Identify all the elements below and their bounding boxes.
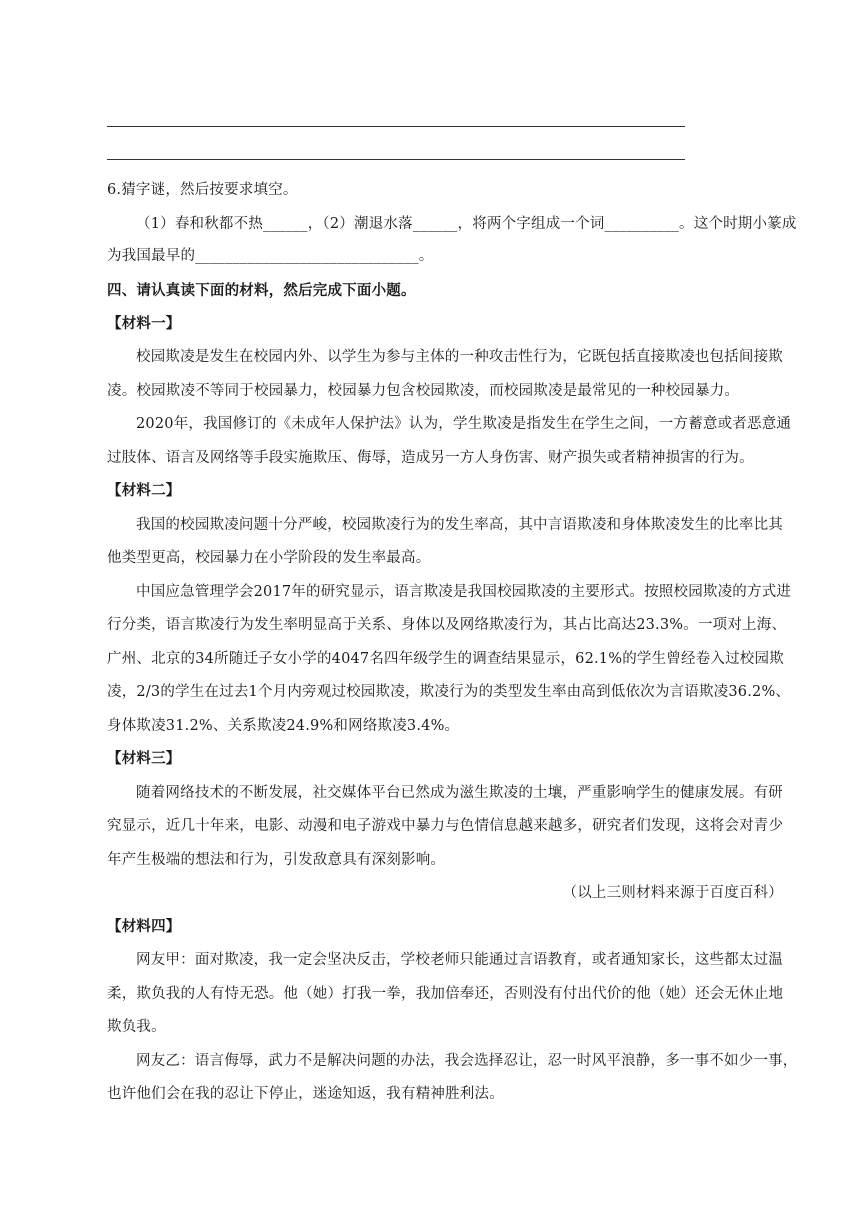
material-4-label: 【材料四】 [107, 918, 181, 935]
netizen-b-comment: 也许他们会在我的忍让下停止，迷途知返，我有精神胜利法。 [107, 1086, 504, 1102]
material-2-paragraph: 广州、北京的34所随迁子女小学的4047名四年级学生的调查结果显示，62.1%的学生曾经卷入过校园欺 [107, 651, 784, 667]
netizen-b-comment: 网友乙：语言侮辱，武力不是解决问题的办法，我会选择忍让，忍一时风平浪静，多一事不如少一事， [136, 1053, 798, 1069]
material-2-paragraph: 我国的校园欺凌问题十分严峻，校园欺凌行为的发生率高，其中言语欺凌和身体欺凌发生的比率比其 [136, 517, 783, 533]
material-1-label: 【材料一】 [107, 315, 181, 332]
material-2-label: 【材料二】 [107, 482, 181, 499]
question-6-line-1: （1）春和秋都不热______，（2）潮退水落______，将两个字组成一个词__________。这个时期小篆成 [136, 216, 797, 232]
material-1-paragraph: 校园欺凌是发生在校园内外、以学生为参与主体的一种攻击性行为，它既包括直接欺凌也包括间接欺 [136, 349, 783, 365]
question-6-line-2: 为我国最早的______________________________。 [107, 248, 434, 264]
netizen-a-comment: 欺负我。 [107, 1019, 166, 1035]
netizen-a-comment: 网友甲：面对欺凌，我一定会坚决反击，学校老师只能通过言语教育，或者通知家长，这些都太过温 [136, 952, 783, 968]
material-3-paragraph: 随着网络技术的不断发展，社交媒体平台已然成为滋生欺凌的土壤，严重影响学生的健康发展。有研 [136, 785, 783, 801]
material-3-paragraph: 究显示，近几十年来，电影、动漫和电子游戏中暴力与色情信息越来越多，研究者们发现，这将会对青少 [107, 818, 784, 834]
material-2-paragraph: 身体欺凌31.2%、关系欺凌24.9%和网络欺凌3.4%。 [107, 718, 460, 734]
material-2-paragraph: 他类型更高，校园暴力在小学阶段的发生率最高。 [107, 550, 431, 566]
answer-blank-line[interactable] [107, 159, 685, 160]
answer-blank-line[interactable] [107, 126, 685, 127]
material-source-note: （以上三则材料来源于百度百科） [562, 885, 783, 901]
material-3-paragraph: 年产生极端的想法和行为，引发敌意具有深刻影响。 [107, 852, 446, 868]
material-2-paragraph: 中国应急管理学会2017年的研究显示，语言欺凌是我国校园欺凌的主要形式。按照校园欺凌的方式进 [136, 584, 792, 600]
material-2-paragraph: 行分类，语言欺凌行为发生率明显高于关系、身体以及网络欺凌行为，其占比高达23.3%。一项对上海、 [107, 617, 787, 633]
netizen-a-comment: 柔，欺负我的人有恃无恐。他（她）打我一拳，我加倍奉还，否则没有付出代价的他（她）还会无休止地 [107, 986, 784, 1002]
question-6-title: 6.猜字谜，然后按要求填空。 [107, 182, 298, 198]
material-1-paragraph: 凌。校园欺凌不等同于校园暴力，校园暴力包含校园欺凌，而校园欺凌是最常见的一种校园暴力。 [107, 383, 740, 399]
material-1-paragraph: 过肢体、语言及网络等手段实施欺压、侮辱，造成另一方人身伤害、财产损失或者精神损害的行为。 [107, 450, 754, 466]
material-2-paragraph: 凌，2/3的学生在过去1个月内旁观过校园欺凌，欺凌行为的类型发生率由高到低依次为言语欺凌36.2%、 [107, 684, 791, 700]
section-4-heading: 四、请认真读下面的材料，然后完成下面小题。 [107, 282, 416, 299]
material-1-paragraph: 2020年，我国修订的《未成年人保护法》认为，学生欺凌是指发生在学生之间，一方蓄意或者恶意通 [136, 416, 792, 432]
material-3-label: 【材料三】 [107, 750, 181, 767]
